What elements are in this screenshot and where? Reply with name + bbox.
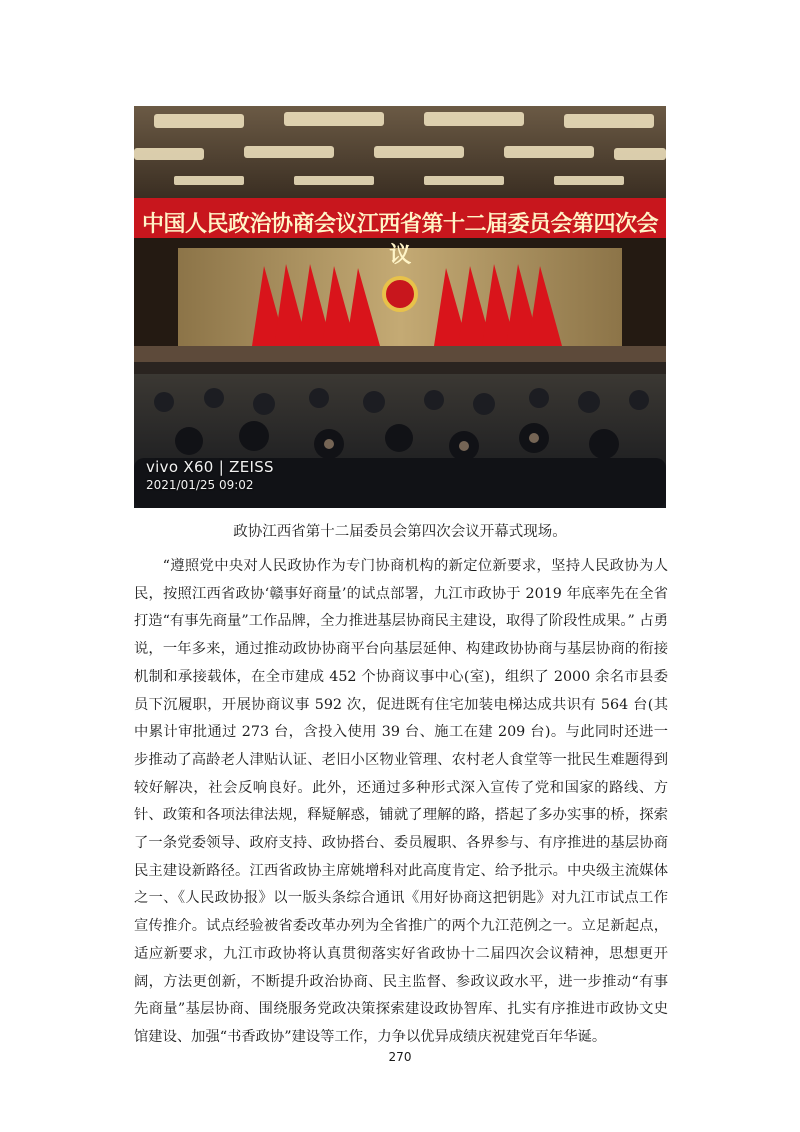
watermark-model: vivo X60 | ZEISS [146,458,274,476]
photo-caption: 政协江西省第十二届委员会第四次会议开幕式现场。 [233,524,567,540]
conference-hall-illustration [134,106,666,508]
camera-watermark [146,458,274,492]
watermark-datetime: 2021/01/25 09:02 [146,478,254,492]
conference-photo [134,106,666,508]
body-paragraph: “遵照党中央对人民政协作为专门协商机构的新定位新要求，坚持人民政协为人民，按照江西省政协‘赣事好商量’的试点部署，九江市政协于 2019 年底率先在全省打造“有事先商量”工作品牌，全力推进基层协商民主建设，取得了阶段性成果。” 占勇说，一年多来，通过推动政协协商平台向基层延伸、构建政协协商与基层协商的衔接机制和承接载体，在全市建成 452 个协商议事中心(室)，组织了 2000 余名市县委员下沉履职，开展协商议事 592 次，促进既有住宅加装电梯达成共识有 564 台(其中累计审批通过 273 台，含投入使用 39 台、施工在建 209 台)。与此同时还进一步推动了高龄老人津贴认证、老旧小区物业管理、农村老人食堂等一批民生难题得到较好解决，社会反响良好。此外，还通过多种形式深入宣传了党和国家的路线、方针、政策和各项法律法规，释疑解惑，铺就了理解的路，搭起了多办实事的桥，探索了一条党委领导、政府支持、政协搭台、委员履职、各界参与、有序推进的基层协商民主建设新路径。江西省政协主席姚增科对此高度肯定、给予批示。中央级主流媒体之一、《人民政协报》以一版头条综合通讯《用好协商这把钥匙》对九江市试点工作宣传推介。试点经验被省委改革办列为全省推广的两个九江范例之一。立足新起点，适应新要求，九江市政协将认真贯彻落实好省政协十二届四次会议精神，思想更开阔，方法更创新，不断提升政治协商、民主监督、参政议政水平，进一步推动“有事先商量”基层协商、围绕服务党政决策探索建设政协智库、扎实有序推进市政协文史馆建设、加强“书香政协”建设等工作，力争以优异成绩庆祝建党百年华诞。 [134,558,669,1045]
page-number: 270 [388,1050,412,1064]
banner-text: 中国人民政治协商会议江西省第十二届委员会第四次会议 [141,212,658,268]
